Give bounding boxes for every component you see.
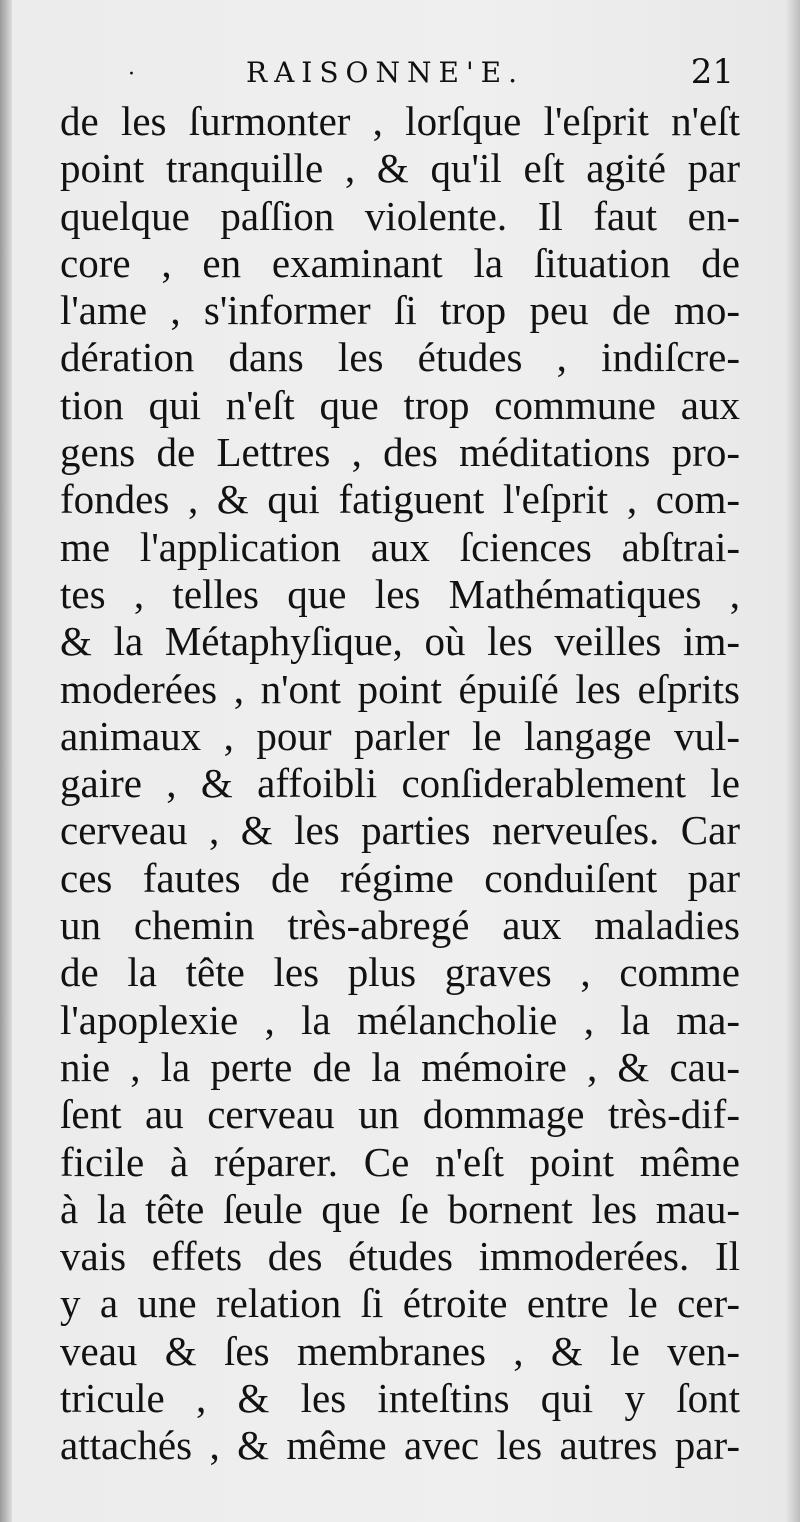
text-line: gens de Lettres , des méditations pro- (60, 429, 740, 476)
text-line: y a une relation ſi étroite entre le cer- (60, 1280, 740, 1327)
text-line: dération dans les études , indiſcre- (60, 334, 740, 381)
text-line: cerveau , & les parties nerveuſes. Car (60, 807, 740, 854)
text-line: à la tête ſeule que ſe bornent les mau- (60, 1185, 740, 1232)
text-line: un chemin très-abregé aux maladies (60, 902, 740, 949)
text-line: ces fautes de régime conduiſent par (60, 854, 740, 901)
text-line: core , en examinant la ſituation de (60, 239, 740, 286)
text-line: tes , telles que les Mathématiques , (60, 570, 740, 617)
text-line: ficile à réparer. Ce n'eſt point même (60, 1138, 740, 1185)
text-line: tion qui n'eſt que trop commune aux (60, 381, 740, 428)
text-line: nie , la perte de la mémoire , & cau- (60, 1043, 740, 1090)
text-line: gaire , & affoibli conſiderablement le (60, 760, 740, 807)
text-line: moderées , n'ont point épuiſé les eſprits (60, 665, 740, 712)
text-line: l'apoplexie , la mélancholie , la ma- (60, 996, 740, 1043)
text-line: attachés , & même avec les autres par- (60, 1422, 740, 1469)
text-line: vais effets des études immoderées. Il (60, 1233, 740, 1280)
text-line: veau & ſes membranes , & le ven- (60, 1327, 740, 1374)
text-line: quelque paſſion violente. Il faut en- (60, 192, 740, 239)
text-line: de les ſurmonter , lorſque l'eſprit n'eſt (60, 98, 740, 144)
text-line: me l'application aux ſciences abſtrai- (60, 523, 740, 570)
text-line: point tranquille , & qu'il eſt agité par (60, 145, 740, 192)
running-head-dot: · (128, 62, 135, 87)
text-line: tricule , & les inteſtins qui y ſont (60, 1375, 740, 1422)
text-line: & la Métaphyſique, où les veilles im- (60, 618, 740, 665)
running-head (62, 52, 734, 96)
text-line: animaux , pour parler le langage vul- (60, 712, 740, 759)
running-head-title: RAISONNE'E. (246, 56, 524, 89)
text-line: fondes , & qui fatiguent l'eſprit , com- (60, 476, 740, 523)
text-line: ſent au cerveau un dommage très-dif- (60, 1091, 740, 1138)
text-line: l'ame , s'informer ſi trop peu de mo- (60, 287, 740, 334)
page-right-edge (786, 0, 800, 1522)
page-left-edge (0, 0, 12, 1522)
body-text (60, 98, 740, 1470)
page-number: 21 (690, 52, 734, 92)
text-line: de la tête les plus graves , comme (60, 949, 740, 996)
